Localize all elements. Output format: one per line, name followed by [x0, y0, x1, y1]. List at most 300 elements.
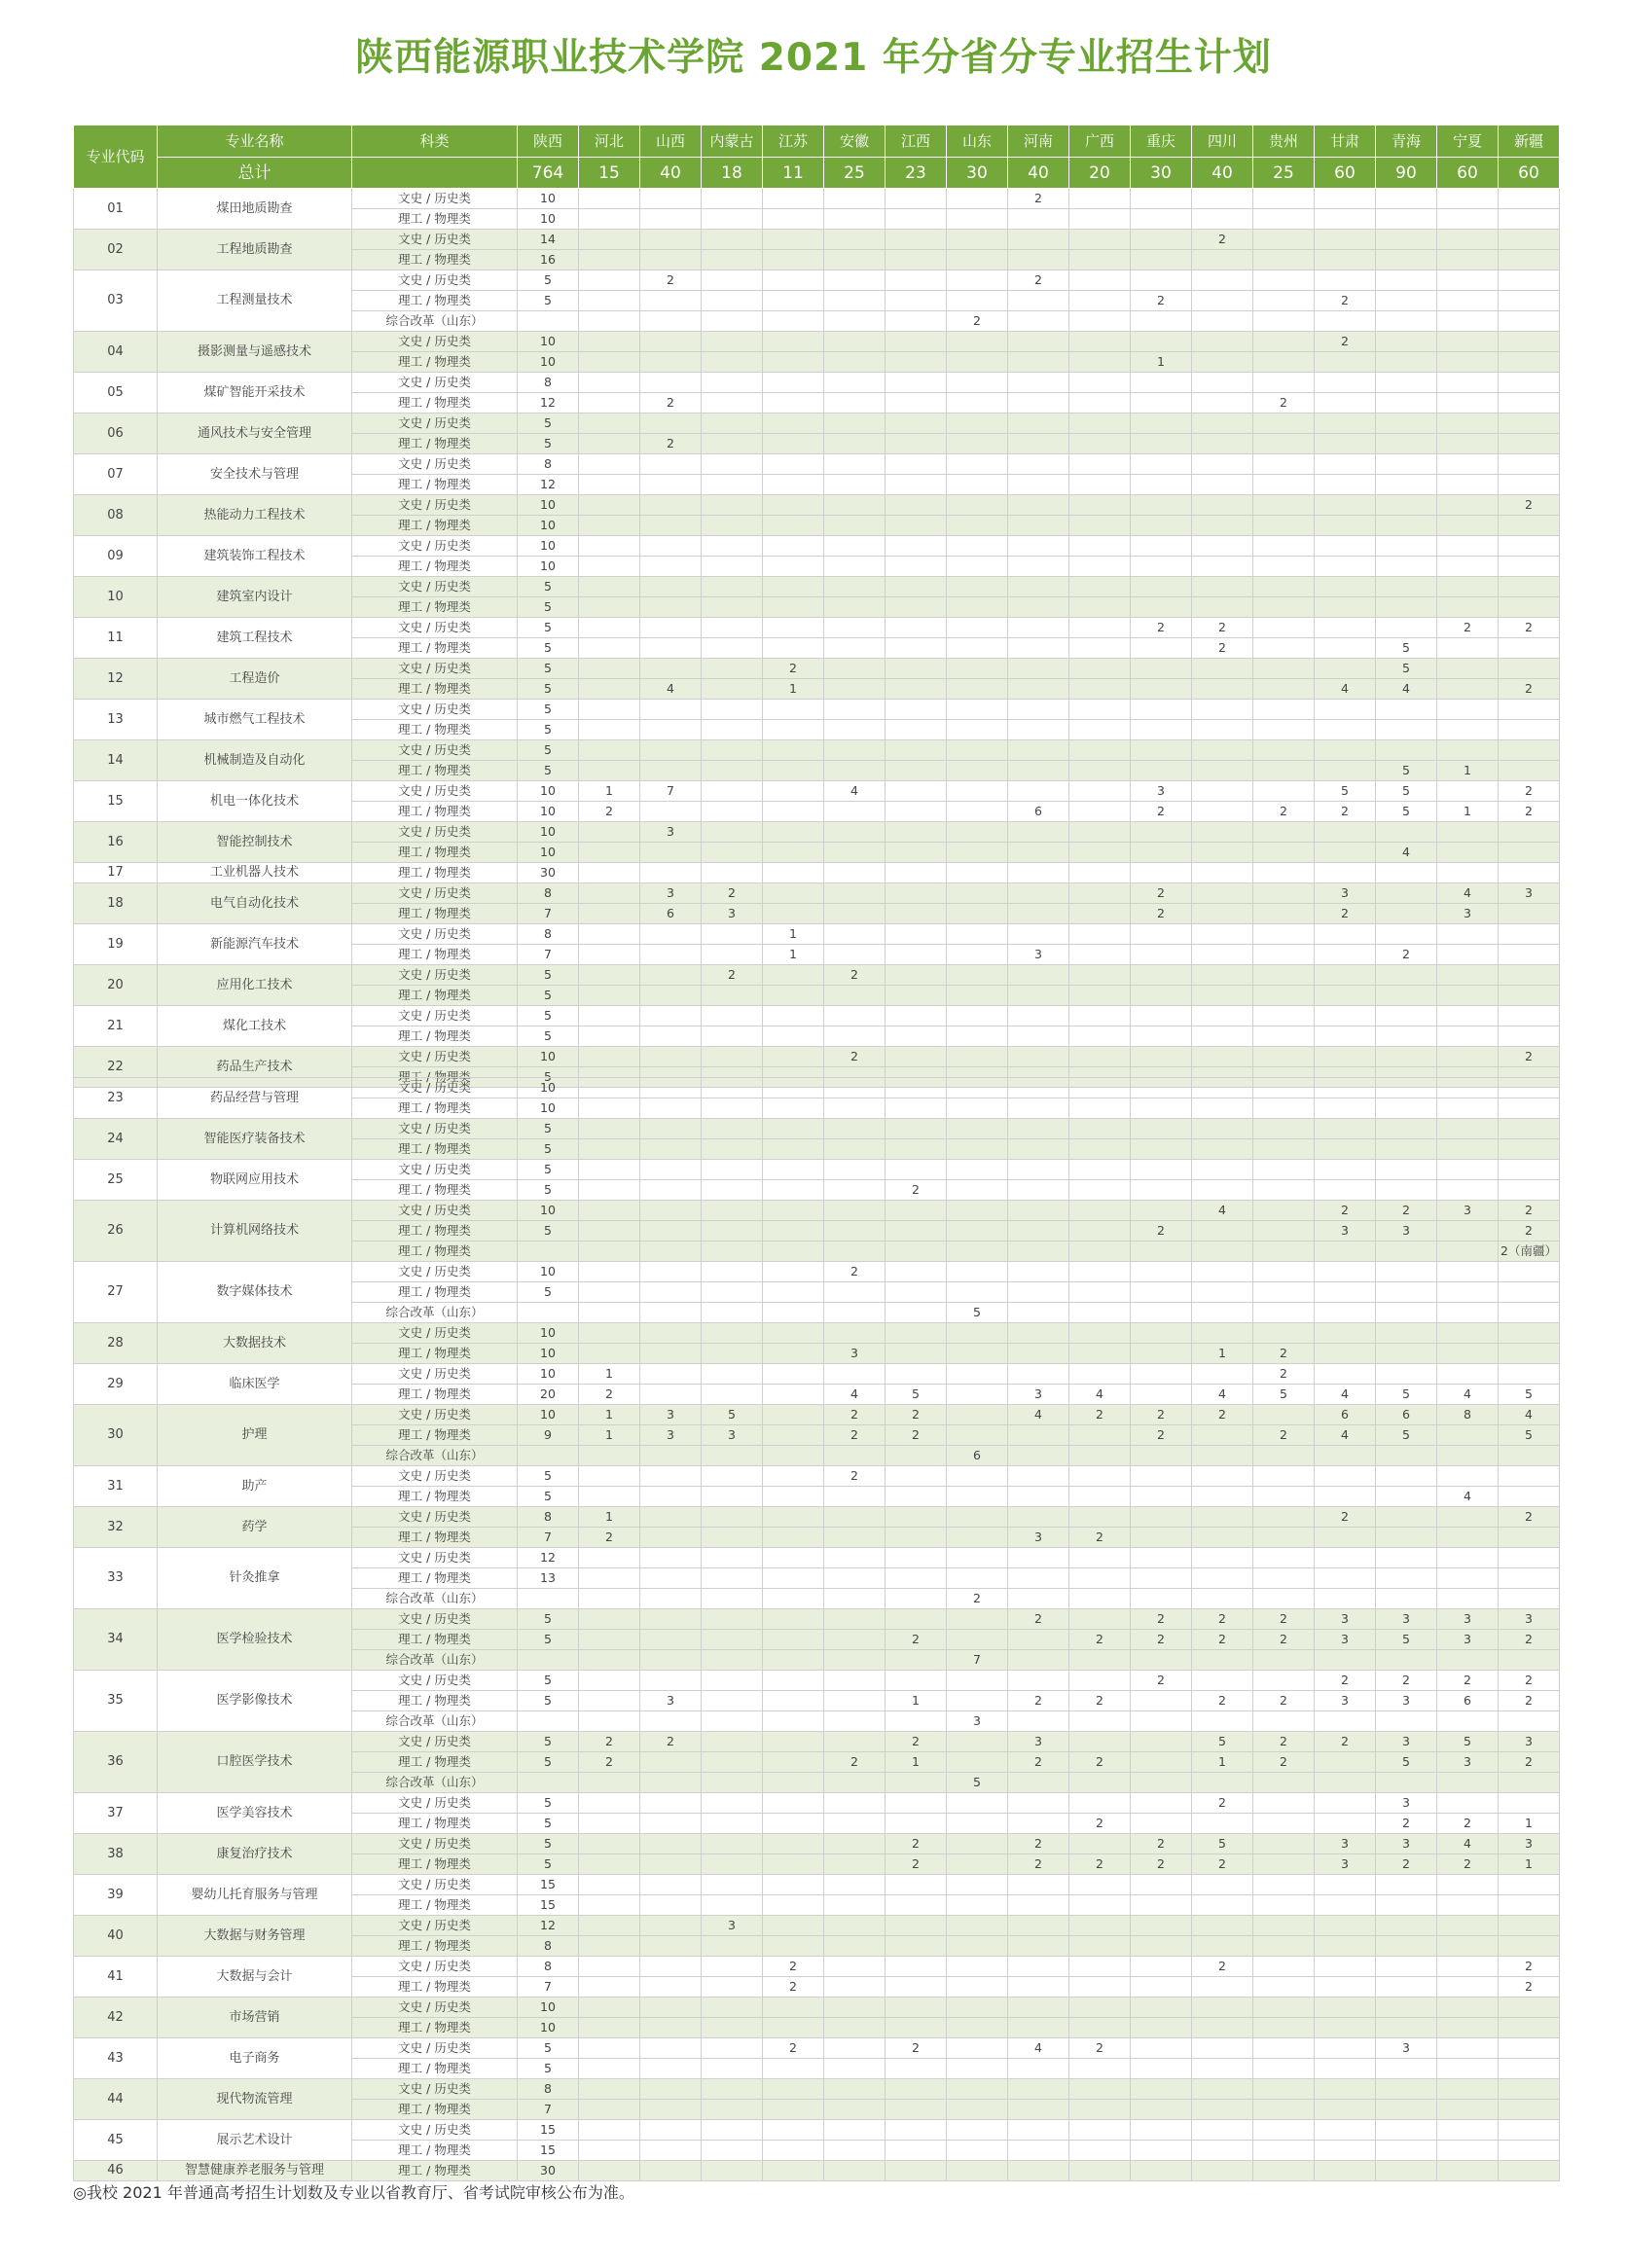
quota-cell: [1008, 1507, 1069, 1528]
quota-cell: [1376, 1998, 1437, 2018]
quota-cell: [1192, 536, 1253, 557]
quota-cell: [1069, 1957, 1131, 1977]
quota-cell: [1008, 250, 1069, 270]
quota-cell: [702, 659, 763, 679]
quota-cell: [579, 1282, 640, 1303]
quota-cell: 3: [1499, 1834, 1560, 1854]
quota-cell: [579, 1201, 640, 1221]
major-code: 45: [74, 2120, 158, 2161]
quota-cell: [763, 1026, 824, 1047]
quota-cell: [579, 1446, 640, 1466]
quota-cell: [1008, 1793, 1069, 1814]
quota-cell: [886, 802, 947, 822]
quota-cell: [1008, 577, 1069, 597]
quota-cell: [1253, 536, 1315, 557]
subject-type: 理工 / 物理类: [352, 2059, 518, 2079]
quota-cell: [702, 1773, 763, 1793]
quota-cell: [640, 1977, 702, 1998]
quota-cell: [763, 209, 824, 230]
quota-cell: [824, 2141, 886, 2161]
quota-cell: [824, 1895, 886, 1916]
quota-cell: [886, 516, 947, 536]
quota-cell: 1: [886, 1752, 947, 1773]
quota-cell: [579, 1119, 640, 1139]
header-province-total: 25: [824, 158, 886, 189]
quota-cell: [1131, 1957, 1192, 1977]
quota-cell: [518, 1650, 579, 1671]
quota-cell: [1315, 475, 1376, 495]
quota-cell: 5: [1376, 659, 1437, 679]
quota-cell: [1008, 659, 1069, 679]
quota-cell: [1315, 638, 1376, 659]
quota-cell: [947, 1609, 1008, 1630]
quota-cell: [1499, 577, 1560, 597]
quota-cell: [579, 1026, 640, 1047]
quota-cell: [1253, 250, 1315, 270]
quota-cell: [1437, 270, 1499, 291]
quota-cell: [1192, 1078, 1253, 1098]
quota-cell: [1437, 475, 1499, 495]
quota-cell: [1437, 1425, 1499, 1446]
quota-cell: [1131, 720, 1192, 740]
header-province: 河南: [1008, 126, 1069, 158]
quota-cell: 2: [824, 1047, 886, 1067]
header-province: 四川: [1192, 126, 1253, 158]
quota-cell: [579, 2141, 640, 2161]
quota-cell: 10: [518, 802, 579, 822]
quota-cell: [702, 1507, 763, 1528]
header-province-total: 40: [1008, 158, 1069, 189]
quota-cell: [763, 1752, 824, 1773]
quota-cell: 3: [1315, 1630, 1376, 1650]
subject-type: 文史 / 历史类: [352, 189, 518, 209]
quota-cell: 10: [518, 557, 579, 577]
quota-cell: [1069, 1078, 1131, 1098]
quota-cell: [579, 270, 640, 291]
quota-cell: [1437, 332, 1499, 352]
quota-cell: [702, 1385, 763, 1405]
quota-cell: [1499, 189, 1560, 209]
quota-cell: [1131, 1977, 1192, 1998]
quota-cell: [1069, 557, 1131, 577]
quota-cell: [702, 250, 763, 270]
quota-cell: [947, 557, 1008, 577]
quota-cell: [1499, 475, 1560, 495]
quota-cell: [824, 1282, 886, 1303]
quota-cell: [702, 557, 763, 577]
quota-cell: 2: [1253, 1732, 1315, 1752]
quota-cell: [1376, 1773, 1437, 1793]
quota-cell: [1376, 454, 1437, 475]
quota-cell: [1192, 1568, 1253, 1589]
quota-cell: [1315, 536, 1376, 557]
quota-cell: [1008, 414, 1069, 434]
table-row: [74, 924, 1560, 945]
quota-cell: [947, 516, 1008, 536]
subject-type: 理工 / 物理类: [352, 863, 518, 883]
quota-cell: [824, 986, 886, 1006]
quota-cell: [763, 311, 824, 332]
quota-cell: [1069, 373, 1131, 393]
major-name: 医学美容技术: [158, 1793, 352, 1834]
subject-type: 理工 / 物理类: [352, 1067, 518, 1088]
quota-cell: [947, 1282, 1008, 1303]
quota-cell: [579, 863, 640, 883]
major-code: 14: [74, 740, 158, 781]
quota-cell: [702, 270, 763, 291]
quota-cell: [886, 1528, 947, 1548]
quota-cell: [947, 1201, 1008, 1221]
quota-cell: [702, 311, 763, 332]
quota-cell: [1315, 1957, 1376, 1977]
quota-cell: [1253, 1773, 1315, 1793]
quota-cell: [579, 1262, 640, 1282]
quota-cell: 2: [1008, 189, 1069, 209]
quota-cell: [1437, 1548, 1499, 1568]
quota-cell: [1253, 1242, 1315, 1262]
quota-cell: 5: [518, 1006, 579, 1026]
quota-cell: [1499, 638, 1560, 659]
quota-cell: 10: [518, 189, 579, 209]
quota-cell: 3: [824, 1344, 886, 1364]
quota-cell: [1499, 516, 1560, 536]
quota-cell: [1376, 1303, 1437, 1323]
quota-cell: 5: [518, 1752, 579, 1773]
quota-cell: [1499, 230, 1560, 250]
quota-cell: [886, 291, 947, 311]
subject-type: 文史 / 历史类: [352, 1548, 518, 1568]
quota-cell: [1253, 720, 1315, 740]
quota-cell: [1376, 986, 1437, 1006]
quota-cell: [702, 495, 763, 516]
quota-cell: [1376, 373, 1437, 393]
quota-cell: [579, 516, 640, 536]
quota-cell: [1253, 1139, 1315, 1160]
quota-cell: 7: [640, 781, 702, 802]
quota-cell: 2: [1192, 1630, 1253, 1650]
quota-cell: [763, 1242, 824, 1262]
subject-type: 文史 / 历史类: [352, 1916, 518, 1936]
quota-cell: [1008, 1160, 1069, 1180]
quota-cell: [1437, 1998, 1499, 2018]
subject-type: 文史 / 历史类: [352, 659, 518, 679]
quota-cell: [886, 863, 947, 883]
quota-cell: [1069, 1773, 1131, 1793]
quota-cell: [824, 761, 886, 781]
quota-cell: [1499, 1262, 1560, 1282]
subject-type: 文史 / 历史类: [352, 1507, 518, 1528]
quota-cell: [1069, 1201, 1131, 1221]
quota-cell: [579, 924, 640, 945]
quota-cell: [640, 1916, 702, 1936]
quota-cell: [1192, 414, 1253, 434]
quota-cell: [579, 1303, 640, 1323]
quota-cell: 10: [518, 781, 579, 802]
enrollment-table-part2: [73, 1077, 1560, 2181]
quota-cell: 15: [518, 1895, 579, 1916]
quota-cell: [640, 1098, 702, 1119]
quota-cell: [1069, 1936, 1131, 1957]
quota-cell: 2: [1253, 393, 1315, 414]
subject-type: 文史 / 历史类: [352, 1262, 518, 1282]
quota-cell: [1008, 434, 1069, 454]
quota-cell: [1253, 1814, 1315, 1834]
quota-cell: 2: [1008, 1609, 1069, 1630]
quota-cell: 13: [518, 1568, 579, 1589]
quota-cell: [1437, 352, 1499, 373]
quota-cell: [1131, 1487, 1192, 1507]
quota-cell: [1253, 1466, 1315, 1487]
quota-cell: [1253, 230, 1315, 250]
quota-cell: [947, 2120, 1008, 2141]
quota-cell: [1253, 332, 1315, 352]
quota-cell: [1253, 414, 1315, 434]
quota-cell: [1008, 883, 1069, 904]
quota-cell: [1437, 2161, 1499, 2181]
quota-cell: [1499, 352, 1560, 373]
quota-cell: 3: [1315, 1854, 1376, 1875]
quota-cell: [1008, 720, 1069, 740]
quota-cell: [1069, 1139, 1131, 1160]
quota-cell: [947, 1834, 1008, 1854]
quota-cell: [1376, 2141, 1437, 2161]
quota-cell: [1069, 1344, 1131, 1364]
quota-cell: [702, 1691, 763, 1711]
quota-cell: [1192, 2059, 1253, 2079]
major-code: 30: [74, 1405, 158, 1466]
quota-cell: 3: [1315, 1834, 1376, 1854]
quota-cell: [1499, 2100, 1560, 2120]
quota-cell: 5: [1376, 781, 1437, 802]
quota-cell: [640, 1364, 702, 1385]
quota-cell: [824, 270, 886, 291]
major-code: 34: [74, 1609, 158, 1671]
subject-type: 文史 / 历史类: [352, 1405, 518, 1425]
quota-cell: [1131, 1773, 1192, 1793]
quota-cell: [1069, 945, 1131, 965]
quota-cell: [702, 1201, 763, 1221]
quota-cell: [1192, 1487, 1253, 1507]
quota-cell: [1069, 536, 1131, 557]
quota-cell: 2: [1499, 802, 1560, 822]
quota-cell: 10: [518, 1998, 579, 2018]
quota-cell: [1253, 1262, 1315, 1282]
quota-cell: [579, 1793, 640, 1814]
subject-type: 文史 / 历史类: [352, 1793, 518, 1814]
quota-cell: [579, 1977, 640, 1998]
quota-cell: 12: [518, 1916, 579, 1936]
quota-cell: [1253, 516, 1315, 536]
subject-type: 理工 / 物理类: [352, 945, 518, 965]
quota-cell: 7: [518, 1528, 579, 1548]
quota-cell: [640, 1466, 702, 1487]
quota-cell: [1315, 393, 1376, 414]
subject-type: 理工 / 物理类: [352, 2018, 518, 2038]
quota-cell: [1253, 1671, 1315, 1691]
quota-cell: [1008, 1303, 1069, 1323]
quota-cell: [1131, 1691, 1192, 1711]
quota-cell: 3: [1376, 1609, 1437, 1630]
quota-cell: [886, 659, 947, 679]
quota-cell: [1499, 536, 1560, 557]
quota-cell: [1008, 1006, 1069, 1026]
quota-cell: [1192, 1098, 1253, 1119]
quota-cell: [947, 2038, 1008, 2059]
quota-cell: [1437, 536, 1499, 557]
quota-cell: [1499, 924, 1560, 945]
quota-cell: [1192, 2141, 1253, 2161]
subject-type: 理工 / 物理类: [352, 1425, 518, 1446]
quota-cell: [518, 1711, 579, 1732]
quota-cell: 4: [1069, 1385, 1131, 1405]
quota-cell: [763, 414, 824, 434]
quota-cell: [1192, 1650, 1253, 1671]
quota-cell: [1069, 1425, 1131, 1446]
quota-cell: [886, 638, 947, 659]
quota-cell: [824, 945, 886, 965]
major-code: 26: [74, 1201, 158, 1262]
quota-cell: [1192, 700, 1253, 720]
quota-cell: [640, 373, 702, 393]
quota-cell: 10: [518, 1047, 579, 1067]
subject-type: 综合改革（山东）: [352, 311, 518, 332]
quota-cell: [1008, 1047, 1069, 1067]
subject-type: 综合改革（山东）: [352, 1589, 518, 1609]
quota-cell: 2: [1499, 1630, 1560, 1650]
quota-cell: [1499, 1711, 1560, 1732]
quota-cell: [824, 1773, 886, 1793]
quota-cell: [1131, 1160, 1192, 1180]
quota-cell: 5: [518, 1067, 579, 1088]
quota-cell: [702, 1630, 763, 1650]
quota-cell: 2: [1376, 1201, 1437, 1221]
quota-cell: [640, 965, 702, 986]
quota-cell: [824, 495, 886, 516]
quota-cell: [1008, 1671, 1069, 1691]
quota-cell: [1499, 311, 1560, 332]
subject-type: 文史 / 历史类: [352, 1998, 518, 2018]
quota-cell: 2: [1131, 1221, 1192, 1242]
quota-cell: 1: [579, 1425, 640, 1446]
quota-cell: 5: [1376, 638, 1437, 659]
quota-cell: [1069, 1977, 1131, 1998]
quota-cell: [1008, 516, 1069, 536]
quota-cell: [1437, 1977, 1499, 1998]
quota-cell: [1499, 1773, 1560, 1793]
quota-cell: [702, 1671, 763, 1691]
quota-cell: [763, 1895, 824, 1916]
quota-cell: [763, 2141, 824, 2161]
quota-cell: [702, 1180, 763, 1201]
quota-cell: [824, 1793, 886, 1814]
quota-cell: [640, 1834, 702, 1854]
quota-cell: [1131, 1895, 1192, 1916]
quota-cell: [1376, 2079, 1437, 2100]
table-row: [74, 270, 1560, 291]
quota-cell: [1315, 924, 1376, 945]
quota-cell: 5: [518, 1671, 579, 1691]
quota-cell: 12: [518, 393, 579, 414]
quota-cell: 5: [518, 291, 579, 311]
quota-cell: 5: [518, 1160, 579, 1180]
major-name: 应用化工技术: [158, 965, 352, 1006]
quota-cell: [1437, 1006, 1499, 1026]
quota-cell: 5: [518, 1487, 579, 1507]
quota-cell: [1437, 2059, 1499, 2079]
major-code: 32: [74, 1507, 158, 1548]
quota-cell: [702, 1098, 763, 1119]
quota-cell: 2: [1008, 1752, 1069, 1773]
quota-cell: [1437, 1026, 1499, 1047]
quota-cell: [1499, 2141, 1560, 2161]
quota-cell: [1008, 1201, 1069, 1221]
quota-cell: [1437, 2079, 1499, 2100]
quota-cell: [1499, 1364, 1560, 1385]
quota-cell: [1376, 1466, 1437, 1487]
header-province: 安徽: [824, 126, 886, 158]
quota-cell: 8: [518, 373, 579, 393]
quota-cell: [1192, 557, 1253, 577]
quota-cell: [763, 475, 824, 495]
quota-cell: [1253, 1875, 1315, 1895]
quota-cell: [824, 1364, 886, 1385]
quota-cell: [947, 904, 1008, 924]
quota-cell: [1253, 700, 1315, 720]
quota-cell: [824, 904, 886, 924]
subject-type: 理工 / 物理类: [352, 1895, 518, 1916]
major-name: 建筑室内设计: [158, 577, 352, 618]
quota-cell: [579, 1006, 640, 1026]
quota-cell: [1315, 189, 1376, 209]
quota-cell: 3: [640, 1405, 702, 1425]
major-code: 04: [74, 332, 158, 373]
subject-type: 文史 / 历史类: [352, 1834, 518, 1854]
quota-cell: [886, 1998, 947, 2018]
quota-cell: [763, 1691, 824, 1711]
quota-cell: [1499, 1282, 1560, 1303]
quota-cell: 1: [1437, 761, 1499, 781]
quota-cell: [1315, 1078, 1376, 1098]
quota-cell: 6: [1437, 1691, 1499, 1711]
quota-cell: [1192, 924, 1253, 945]
major-code: 44: [74, 2079, 158, 2120]
quota-cell: [579, 740, 640, 761]
table-header: [74, 126, 1560, 189]
quota-cell: [1008, 2141, 1069, 2161]
quota-cell: [1192, 1895, 1253, 1916]
quota-cell: [1499, 904, 1560, 924]
quota-cell: [1192, 1589, 1253, 1609]
quota-cell: [763, 189, 824, 209]
quota-cell: [579, 1814, 640, 1834]
quota-cell: [1008, 843, 1069, 863]
quota-cell: [886, 1916, 947, 1936]
header-province: 陕西: [518, 126, 579, 158]
quota-cell: [947, 597, 1008, 618]
quota-cell: 5: [518, 1119, 579, 1139]
quota-cell: [1376, 1098, 1437, 1119]
quota-cell: 1: [579, 1507, 640, 1528]
quota-cell: [1008, 1957, 1069, 1977]
quota-cell: [886, 1609, 947, 1630]
quota-cell: [1253, 1895, 1315, 1916]
quota-cell: [1437, 1711, 1499, 1732]
quota-cell: [579, 291, 640, 311]
quota-cell: [886, 270, 947, 291]
major-name: 机械制造及自动化: [158, 740, 352, 781]
quota-cell: [947, 679, 1008, 700]
quota-cell: [1437, 1160, 1499, 1180]
